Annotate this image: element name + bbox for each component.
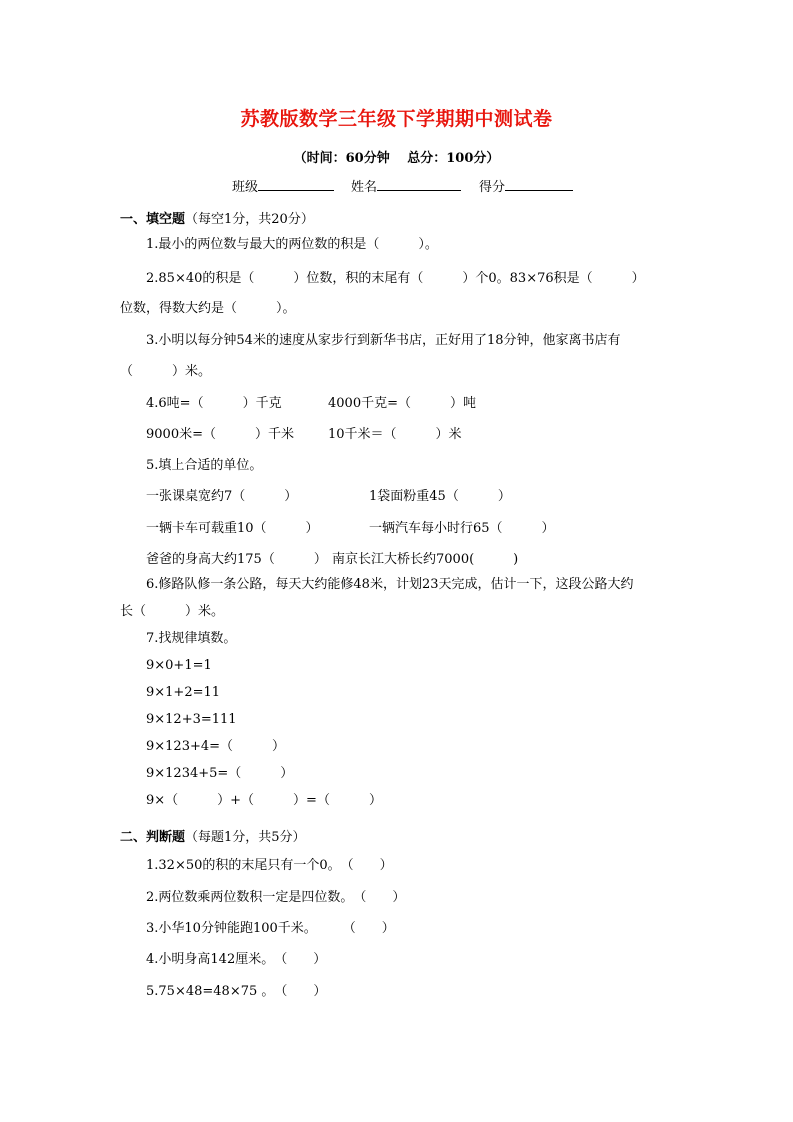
- question-5b-left: 一辆卡车可载重10（ ）: [146, 521, 319, 536]
- score-blank[interactable]: [505, 177, 573, 191]
- question-4a-left: 4.6吨=（ ）千克: [146, 396, 282, 411]
- section2-note: （每题1分，共5分）: [185, 830, 306, 845]
- name-field: [351, 176, 461, 195]
- exam-time-score: （时间：60分钟 总分：100分）: [293, 151, 500, 166]
- score-field: [479, 176, 573, 195]
- section-true-false-heading: [120, 826, 306, 845]
- pattern-line-5: 9×1234+5=（ ）: [146, 766, 294, 781]
- class-field: [232, 176, 334, 195]
- section-fill-blanks-heading: [120, 208, 314, 227]
- page-title: 苏教版数学三年级下学期期中测试卷: [240, 108, 553, 130]
- judge-item-5: 5.75×48=48×75 。 （ ）: [146, 984, 327, 999]
- question-4b-right: 10千米＝（ ）米: [328, 427, 462, 442]
- question-5c-left: 爸爸的身高大约175（ ）: [146, 552, 327, 567]
- name-label: 姓名: [351, 180, 378, 195]
- section2-heading: 二、判断题: [120, 830, 186, 845]
- question-4a-right: 4000千克=（ ）吨: [328, 396, 476, 411]
- judge-item-1: 1.32×50的积的末尾只有一个0。 （ ）: [146, 858, 393, 873]
- judge-item-3: 3.小华10分钟能跑100千米。 （ ）: [146, 921, 395, 936]
- question-6: 6.修路队修一条公路，每天大约能修48米，计划23天完成，估计一下，这段公路大约: [146, 577, 634, 592]
- question-5a-right: 1袋面粉重45（ ）: [369, 489, 511, 504]
- pattern-line-3: 9×12+3=111: [146, 712, 237, 727]
- name-blank[interactable]: [377, 177, 461, 191]
- question-5c-right: 南京长江大桥长约7000( ): [332, 552, 519, 567]
- question-2: 2.85×40的积是（ ）位数，积的末尾有（ ）个0。83×76积是（ ）: [146, 271, 645, 286]
- pattern-line-2: 9×1+2=11: [146, 685, 221, 700]
- pattern-line-6: 9×（ ）+（ ）=（ ）: [146, 793, 382, 808]
- question-5: 5.填上合适的单位。: [146, 458, 263, 473]
- question-4b-left: 9000米=（ ）千米: [146, 427, 294, 442]
- pattern-line-4: 9×123+4=（ ）: [146, 739, 286, 754]
- class-label: 班级: [232, 180, 259, 195]
- section1-heading: 一、填空题: [120, 212, 186, 227]
- question-5b-right: 一辆汽车每小时行65（ ）: [369, 521, 555, 536]
- question-3-cont: （ ）米。: [120, 364, 212, 379]
- section1-note: （每空1分，共20分）: [185, 212, 314, 227]
- score-label: 得分: [479, 180, 506, 195]
- question-2-cont: 位数，得数大约是（ ）。: [120, 301, 296, 316]
- judge-item-4: 4.小明身高142厘米。 （ ）: [146, 952, 327, 967]
- pattern-line-1: 9×0+1=1: [146, 658, 212, 673]
- question-7: 7.找规律填数。: [146, 631, 237, 646]
- question-3: 3.小明以每分钟54米的速度从家步行到新华书店，正好用了18分钟，他家离书店有: [146, 333, 621, 348]
- class-blank[interactable]: [258, 177, 334, 191]
- question-1: 1.最小的两位数与最大的两位数的积是（ ）。: [146, 237, 438, 252]
- question-5a-left: 一张课桌宽约7（ ）: [146, 489, 298, 504]
- judge-item-2: 2.两位数乘两位数积一定是四位数。 （ ）: [146, 890, 406, 905]
- question-6-cont: 长（ ）米。: [120, 604, 225, 619]
